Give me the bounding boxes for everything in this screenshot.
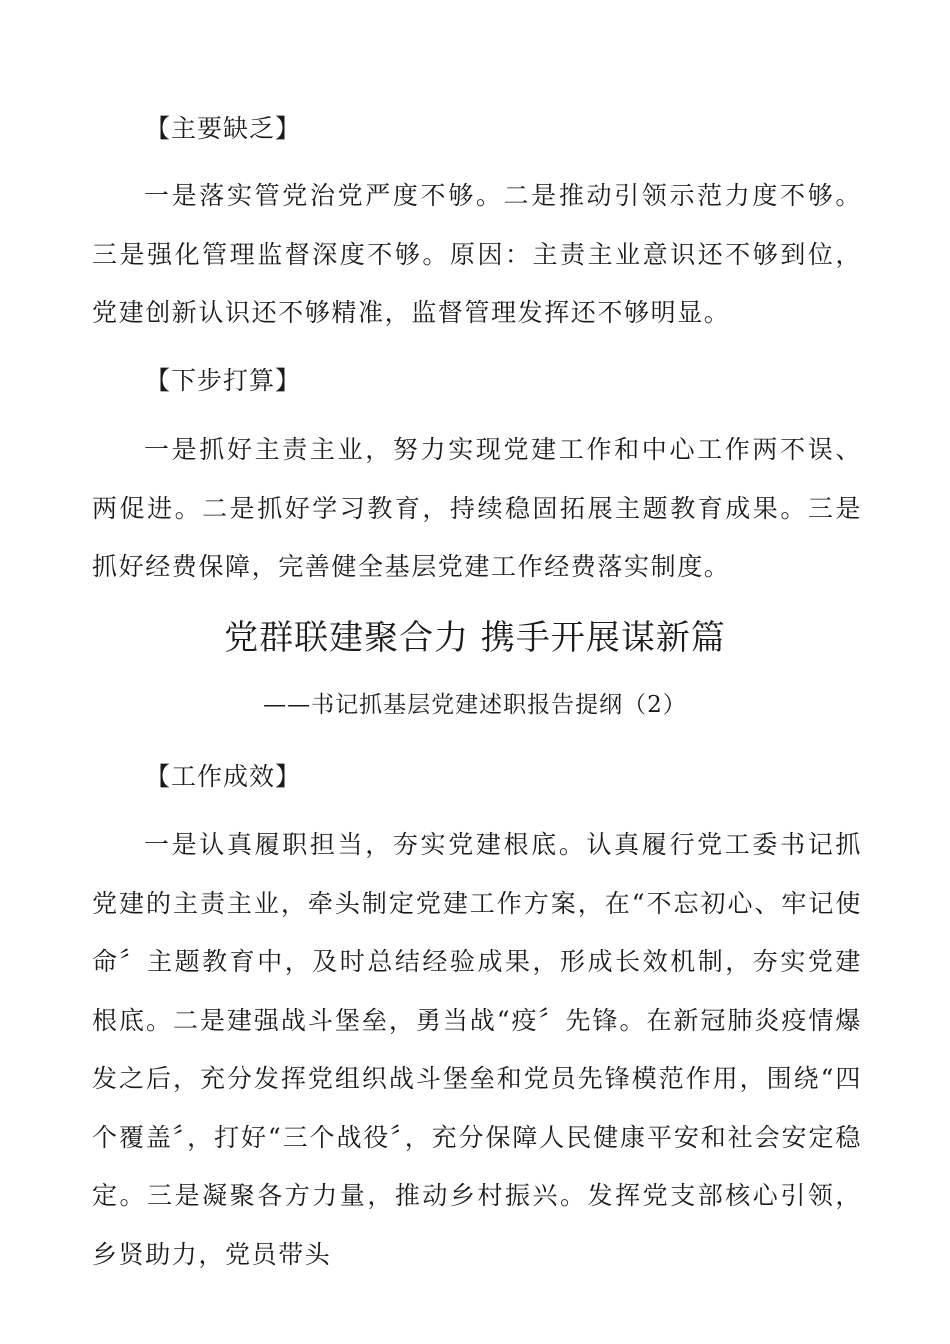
achievements-paragraph: 一是认真履职担当，夯实党建根底。认真履行党工委书记抓党建的主责主业，牵头制定党建工作方案，在“不忘初心、牢记使命〞主题教育中，及时总结经验成果，形成长效机制，夯实党建根底。二是建强战斗堡垒，勇当战“疫〞先锋。在新冠肺炎疫情爆发之后，充分发挥党组织战斗堡垒和党员先锋模范作用，围绕“四个覆盖〞，打好“三个战役〞，充分保障人民健康平安和社会安定稳定。三是凝聚各方力量，推动乡村振兴。发挥党支部核心引领，乡贤助力，党员带头 bbox=[92, 830, 862, 1269]
next-steps-paragraph: 一是抓好主责主业，努力实现党建工作和中心工作两不误、两促进。二是抓好学习教育，持续稳固拓展主题教育成果。三是抓好经费保障，完善健全基层党建工作经费落实制度。 bbox=[92, 435, 862, 581]
report-title: 党群联建聚合力 携手开展谋新篇 bbox=[224, 618, 726, 658]
shortcomings-heading: 【主要缺乏】 bbox=[145, 114, 302, 143]
achievements-heading: 【工作成效】 bbox=[145, 762, 302, 791]
next-steps-heading: 【下步打算】 bbox=[145, 366, 302, 395]
shortcomings-paragraph: 一是落实管党治党严度不够。二是推动引领示范力度不够。三是强化管理监督深度不够。原因：主责主业意识还不够到位，党建创新认识还不够精准，监督管理发挥还不够明显。 bbox=[92, 181, 862, 327]
report-subtitle: ——书记抓基层党建述职报告提纲（2） bbox=[263, 692, 687, 718]
